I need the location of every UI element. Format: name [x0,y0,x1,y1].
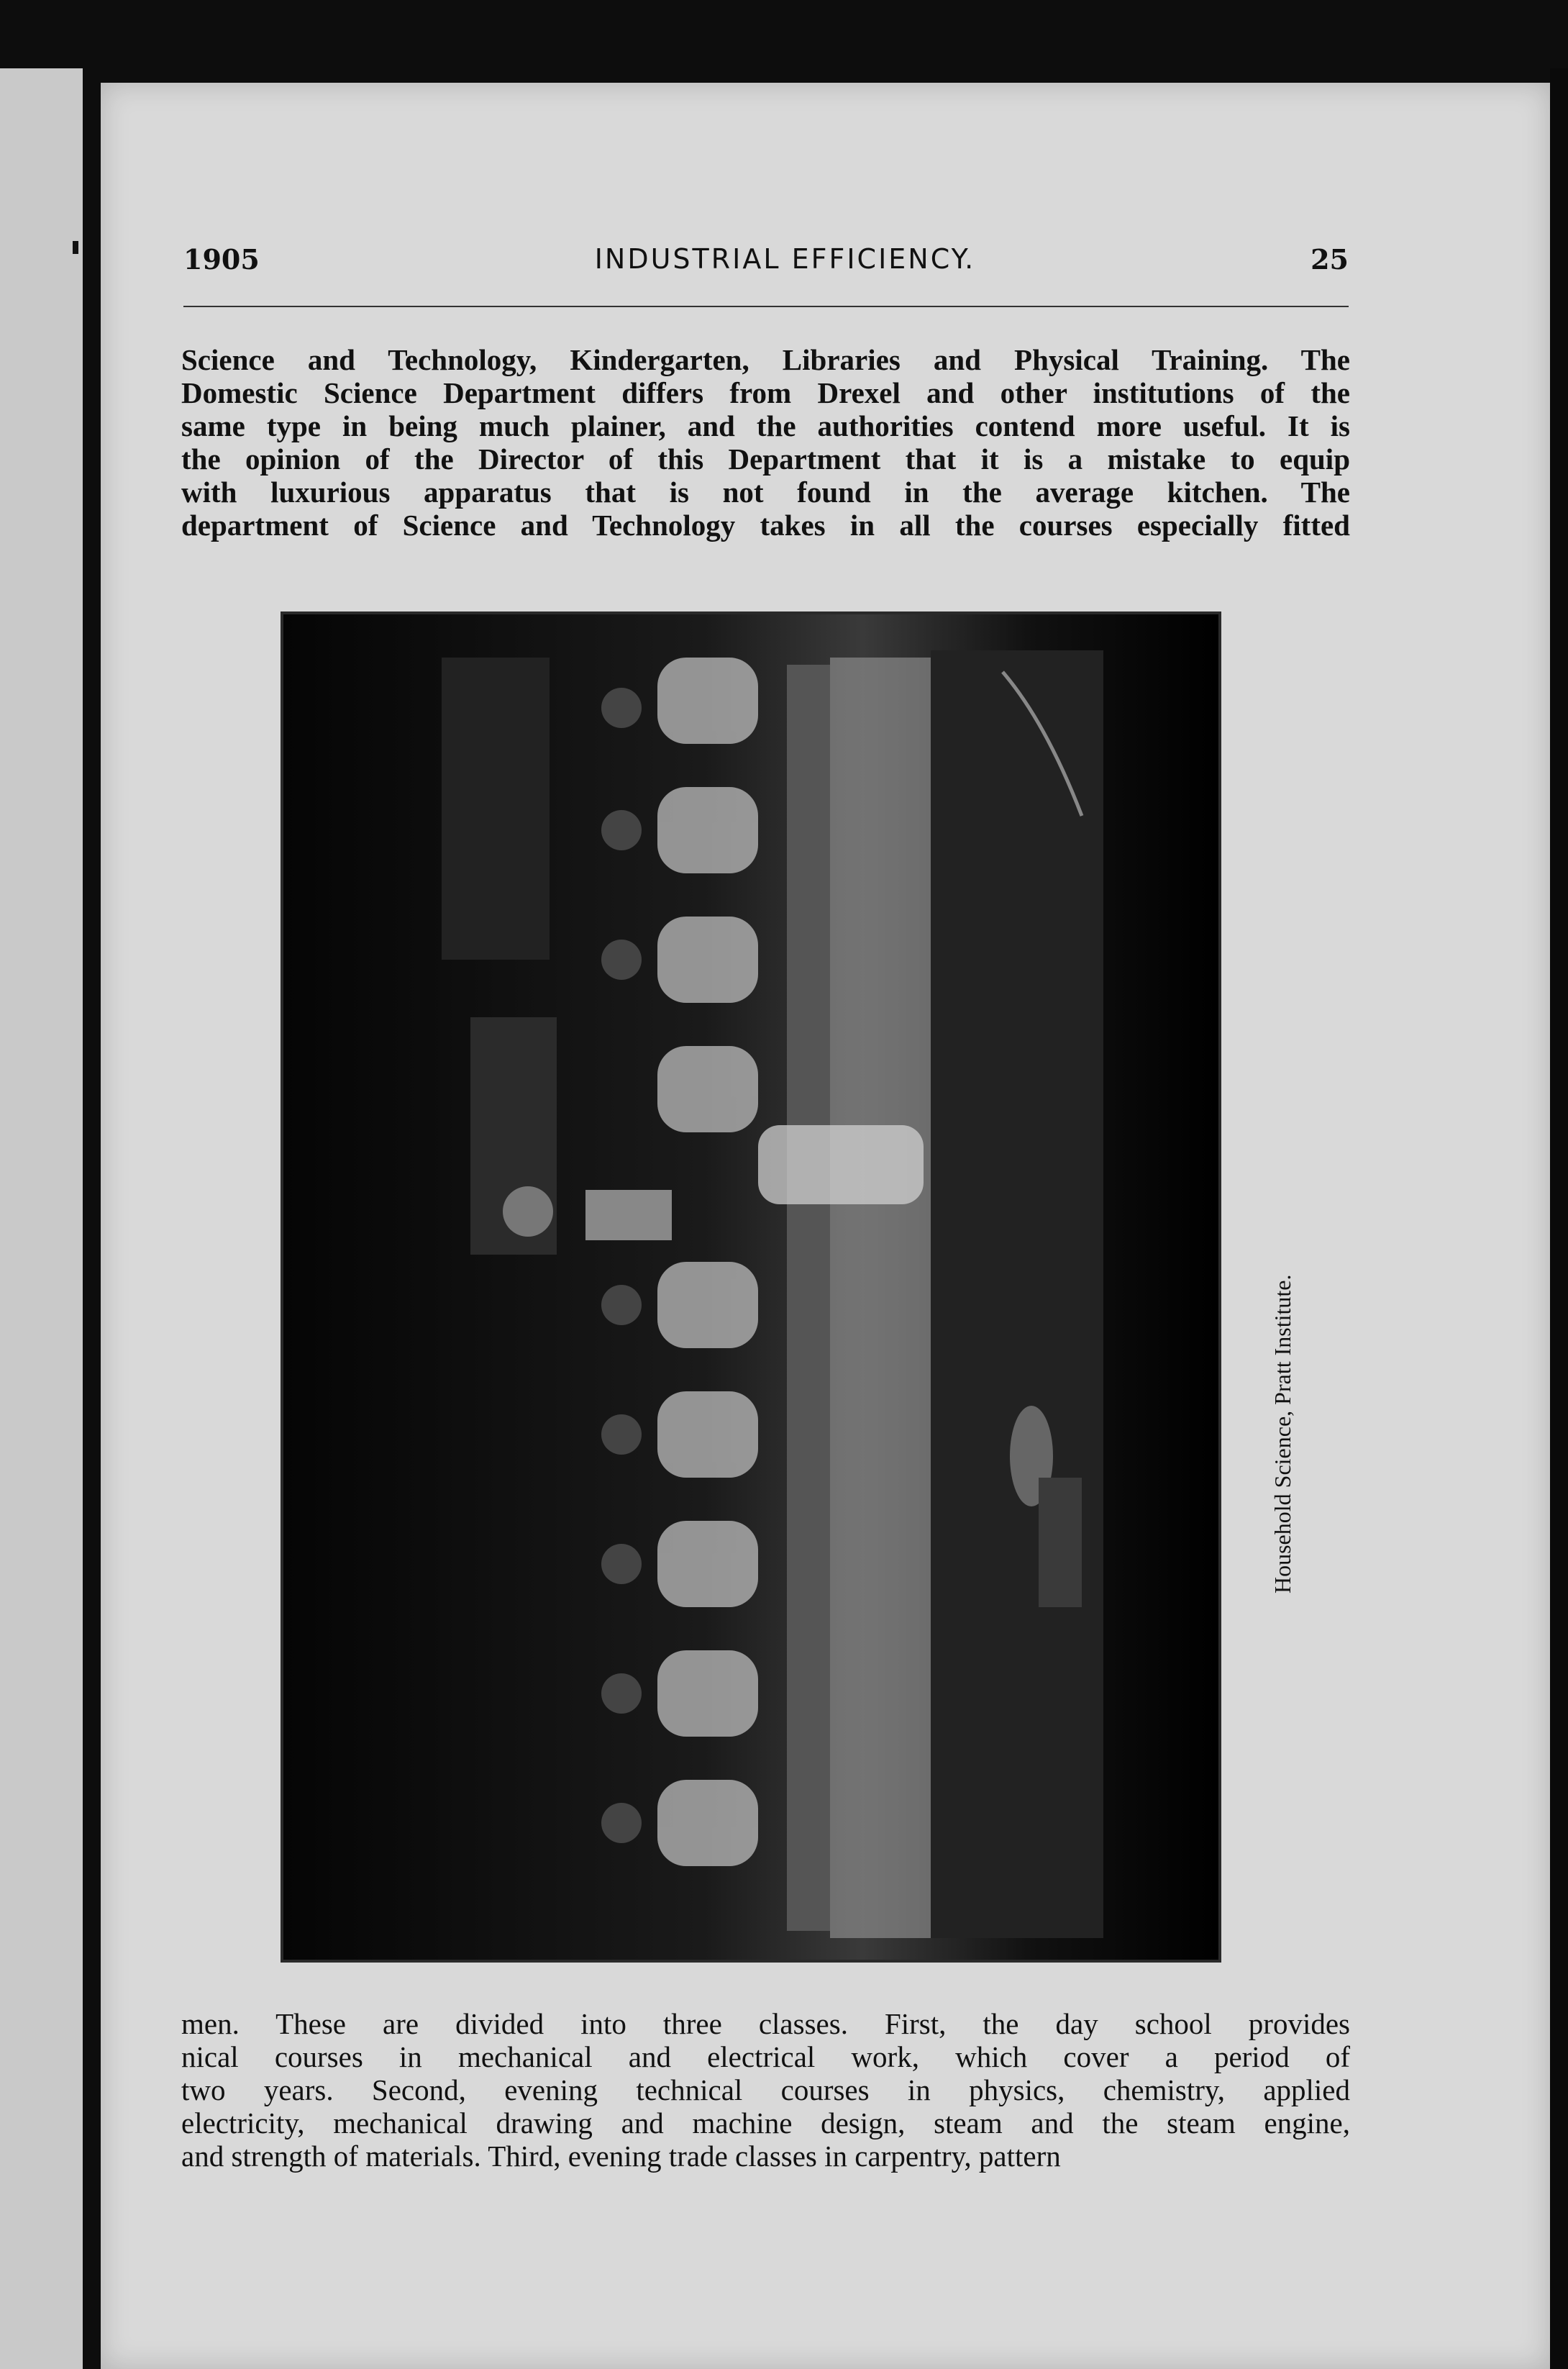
photograph-household-science [281,611,1221,1963]
paragraph-top [181,343,1350,542]
text-line: the opinion of the Director of this Department that it is a mistake to equip [181,442,1350,476]
book-page [101,83,1550,2369]
header-year: 1905 [183,242,260,276]
text-line: men. These are divided into three classes. First, the day school provides [181,2007,1350,2040]
paragraph-bottom [181,2007,1350,2173]
text-line: Science and Technology, Kindergarten, Libraries and Physical Training. The [181,343,1350,376]
left-page-mark [73,241,78,254]
text-line: electricity, mechanical drawing and machine design, steam and the steam engine, [181,2106,1350,2140]
text-line: department of Science and Technology takes in all the courses especially fitted [181,509,1350,542]
text-line: nical courses in mechanical and electrical work, which cover a period of [181,2040,1350,2073]
photograph-illustration [283,614,1218,1960]
right-page-edge [1550,68,1568,2369]
running-head: INDUSTRIAL EFFICIENCY. [594,243,976,275]
header-rule [183,306,1349,307]
left-page-edge [0,68,83,2369]
text-line: same type in being much plainer, and the authorities contend more useful. It is [181,409,1350,442]
text-line: with luxurious apparatus that is not found in the average kitchen. The [181,476,1350,509]
text-line: Domestic Science Department differs from Drexel and other institutions of the [181,376,1350,409]
text-line: and strength of materials. Third, evening trade classes in carpentry, pattern [181,2140,1061,2173]
photo-caption: Household Science, Pratt Institute. [1270,1274,1295,1593]
text-line: two years. Second, evening technical courses in physics, chemistry, applied [181,2073,1350,2106]
page-header [183,234,1349,284]
page-number: 25 [1311,242,1349,276]
